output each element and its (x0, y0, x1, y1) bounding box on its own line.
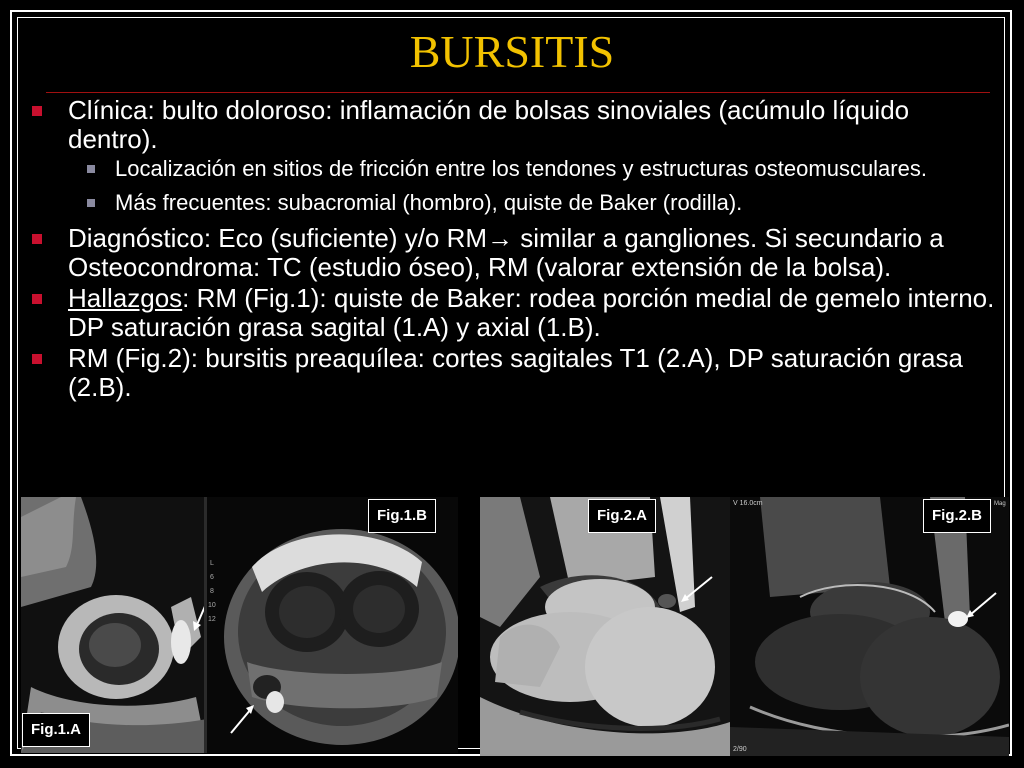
ankle-sagittal-t1-scan (480, 497, 730, 756)
square-bullet-icon (32, 106, 42, 116)
bullet-hallazgos (30, 284, 995, 342)
slide-title: BURSITIS (409, 26, 615, 77)
mri-image-fig2b (730, 497, 1009, 756)
bullet-clinica (30, 96, 995, 154)
bullet-text-continued: similar a gangliones. Si secundario a Osteocondroma: TC (estudio óseo), RM (valorar extensión de la bolsa). (68, 223, 944, 282)
scan-tick-10: 10 (208, 602, 216, 609)
title-divider (46, 92, 990, 93)
right-arrow-icon: → (487, 223, 514, 253)
bullet-text: RM (Fig.2): bursitis preaquílea: cortes sagitales T1 (2.A), DP saturación grasa (2.B). (68, 343, 963, 402)
ankle-sagittal-dp-fatsat-scan (730, 497, 1009, 756)
bullet-list (30, 96, 995, 404)
knee-axial-scan (207, 497, 458, 753)
square-bullet-icon (32, 354, 42, 364)
figure-label-fig1b: Fig.1.B (368, 499, 436, 533)
mri-image-fig2a (480, 497, 730, 756)
square-bullet-icon (32, 234, 42, 244)
square-bullet-icon (87, 199, 95, 207)
figure-label-fig2b: Fig.2.B (923, 499, 991, 533)
bullet-diagnostico (30, 224, 995, 282)
scan-tick-l: L (210, 560, 214, 567)
subbullet-localizacion (30, 156, 995, 182)
figure-label-fig2a: Fig.2.A (588, 499, 656, 533)
scan-tick-8: 8 (210, 588, 214, 595)
scan-number-text: 2/90 (733, 746, 747, 753)
scan-tick-12: 12 (208, 616, 216, 623)
figure-label-fig1a: Fig.1.A (22, 713, 90, 747)
scan-mag-text: Mag (994, 501, 1006, 507)
scan-fov-text: V 16.0cm (733, 500, 763, 507)
bullet-text: Clínica: bulto doloroso: inflamación de bolsas sinoviales (acúmulo líquido dentro). (68, 95, 910, 154)
underlined-term: Hallazgos (68, 283, 183, 313)
mri-image-fig1b (207, 497, 458, 753)
bullet-rm-fig2 (30, 344, 995, 402)
square-bullet-icon (87, 165, 95, 173)
bullet-text: Diagnóstico: Eco (suficiente) y/o RM (68, 223, 488, 253)
subbullet-text: Más frecuentes: subacromial (hombro), quiste de Baker (rodilla). (115, 190, 743, 215)
square-bullet-icon (32, 294, 42, 304)
scan-tick-6: 6 (210, 574, 214, 581)
bullet-text: : RM (Fig.1): quiste de Baker: rodea porción medial de gemelo interno. DP saturación grasa sagital (1.A) y axial (1.B). (68, 283, 995, 342)
subbullet-text: Localización en sitios de fricción entre los tendones y estructuras osteomusculares. (115, 156, 927, 181)
subbullet-frecuentes (30, 190, 995, 216)
